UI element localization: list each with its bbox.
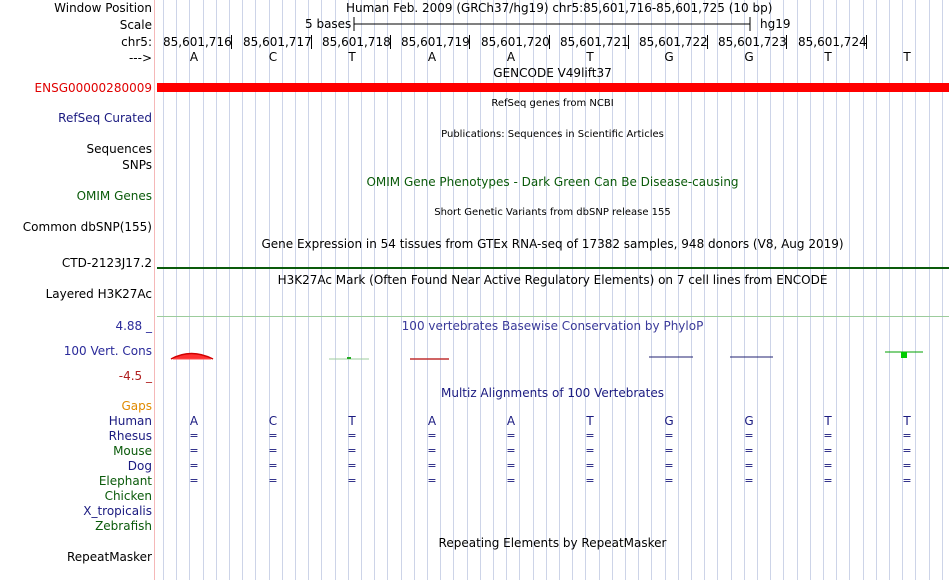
alignment-match: = [189,444,199,457]
species-label[interactable]: Chicken [104,489,152,503]
position-tick-label: 85,601,722 [639,35,708,49]
gencode-gene-bar[interactable] [157,83,949,92]
base-letter: T [903,50,911,64]
alignment-match: = [664,444,674,457]
strand-label: ---> [128,51,152,65]
gtex-gene-label[interactable]: CTD-2123J17.2 [61,256,152,270]
alignment-base: G [664,414,674,428]
h3k27ac-track-label[interactable]: Layered H3K27Ac [45,287,152,301]
gencode-track-title: GENCODE V49lift37 [493,66,612,80]
base-letter: G [664,50,674,64]
dbsnp-track-label[interactable]: Common dbSNP(155) [22,220,152,234]
alignment-match: = [823,429,833,442]
base-letter: T [586,50,594,64]
scale-bases-text: 5 bases [305,17,352,31]
omim-track-title: OMIM Gene Phenotypes - Dark Green Can Be Disease-causing [366,175,739,189]
base-letter: A [427,50,437,64]
phylop-ymin-label: -4.5 _ [118,369,152,383]
alignment-match: = [585,474,595,487]
alignment-base: A [189,414,199,428]
scale-bar [352,16,754,32]
h3k27ac-baseline [157,316,949,317]
h3k27ac-track-title: H3K27Ac Mark (Often Found Near Active Regulatory Elements) on 7 cell lines from ENCODE [277,273,828,287]
alignment-base: T [348,414,356,428]
phylop-green-marker [901,352,907,358]
alignment-match: = [347,474,357,487]
alignment-match: = [347,429,357,442]
position-tick-label: 85,601,717 [243,35,312,49]
assembly-position-text: Human Feb. 2009 (GRCh37/hg19) chr5:85,601,716-85,601,725 (10 bp) [346,1,773,15]
label-divider [154,0,155,580]
alignment-match: = [347,459,357,472]
alignment-match: = [427,429,437,442]
base-letter: A [189,50,199,64]
alignment-base: T [903,414,911,428]
alignment-match: = [427,459,437,472]
alignment-match: = [902,444,912,457]
alignment-match: = [506,459,516,472]
alignment-match: = [347,444,357,457]
publications-track-title: Publications: Sequences in Scientific Articles [441,129,664,140]
phylop-signal [157,345,950,365]
alignment-base: T [586,414,594,428]
chrom-label: chr5: [121,35,152,49]
position-tick-mark [231,35,232,49]
gaps-label[interactable]: Gaps [121,399,152,413]
position-tick-mark [390,35,391,49]
alignment-match: = [268,444,278,457]
repeatmasker-track-label[interactable]: RepeatMasker [66,550,152,564]
base-letter: G [744,50,754,64]
position-tick-label: 85,601,723 [718,35,787,49]
refseq-track-title: RefSeq genes from NCBI [491,98,614,109]
species-label[interactable]: X_tropicalis [83,504,152,518]
alignment-match: = [585,444,595,457]
alignment-match: = [902,429,912,442]
position-tick-mark [469,35,470,49]
position-tick-mark [786,35,787,49]
alignment-match: = [664,429,674,442]
position-tick-mark [549,35,550,49]
dbsnp-track-title: Short Genetic Variants from dbSNP release 155 [434,207,671,218]
alignment-match: = [189,429,199,442]
scale-label: Scale [119,18,152,32]
alignment-match: = [189,459,199,472]
species-label[interactable]: Zebrafish [95,519,152,533]
position-tick-mark [311,35,312,49]
base-letter: A [506,50,516,64]
species-label[interactable]: Elephant [98,474,152,488]
alignment-base: T [824,414,832,428]
alignment-match: = [506,474,516,487]
alignment-match: = [427,444,437,457]
omim-track-label[interactable]: OMIM Genes [76,189,152,203]
position-tick-label: 85,601,716 [163,35,232,49]
gtex-gene-line[interactable] [157,267,949,269]
alignment-match: = [744,474,754,487]
gencode-track-label[interactable]: ENSG00000280009 [34,81,152,95]
alignment-base: A [427,414,437,428]
scale-db-text: hg19 [760,17,791,31]
position-tick-mark [628,35,629,49]
alignment-match: = [744,429,754,442]
alignment-match: = [189,474,199,487]
alignment-match: = [268,429,278,442]
base-letter: T [348,50,356,64]
alignment-base: A [506,414,516,428]
alignment-match: = [823,474,833,487]
position-tick-mark [707,35,708,49]
alignment-match: = [823,444,833,457]
position-tick-mark [866,35,867,49]
alignment-match: = [744,444,754,457]
base-letter: T [824,50,832,64]
window-position-label: Window Position [54,1,152,15]
phylop-peak-red [171,354,213,360]
position-tick-label: 85,601,720 [481,35,550,49]
alignment-base: G [744,414,754,428]
alignment-match: = [823,459,833,472]
position-tick-label: 85,601,721 [560,35,629,49]
species-label[interactable]: Human [108,414,152,428]
alignment-match: = [744,459,754,472]
alignment-match: = [268,474,278,487]
alignment-match: = [664,459,674,472]
gtex-track-title: Gene Expression in 54 tissues from GTEx RNA-seq of 17382 samples, 948 donors (V8, Aug 2019) [261,237,844,251]
alignment-match: = [506,429,516,442]
alignment-match: = [506,444,516,457]
species-label[interactable]: Mouse [113,444,152,458]
alignment-match: = [427,474,437,487]
alignment-match: = [664,474,674,487]
position-tick-label: 85,601,719 [401,35,470,49]
publications-track-label[interactable]: Sequences [86,142,152,156]
alignment-match: = [902,459,912,472]
position-tick-label: 85,601,724 [798,35,867,49]
phylop-track-title: 100 vertebrates Basewise Conservation by PhyloP [401,319,704,333]
alignment-match: = [585,429,595,442]
alignment-base: C [268,414,278,428]
base-letter: C [268,50,278,64]
phylop-track-label[interactable]: 100 Vert. Cons [63,344,152,358]
position-tick-label: 85,601,718 [322,35,391,49]
refseq-track-label[interactable]: RefSeq Curated [58,111,152,125]
species-label[interactable]: Dog [127,459,152,473]
species-label[interactable]: Rhesus [108,429,152,443]
phylop-ymax-label: 4.88 _ [115,319,152,333]
alignment-match: = [585,459,595,472]
alignment-match: = [902,474,912,487]
snps-track-label[interactable]: SNPs [122,158,152,172]
multiz-track-title: Multiz Alignments of 100 Vertebrates [440,386,665,400]
repeatmasker-track-title: Repeating Elements by RepeatMasker [438,536,667,550]
alignment-match: = [268,459,278,472]
